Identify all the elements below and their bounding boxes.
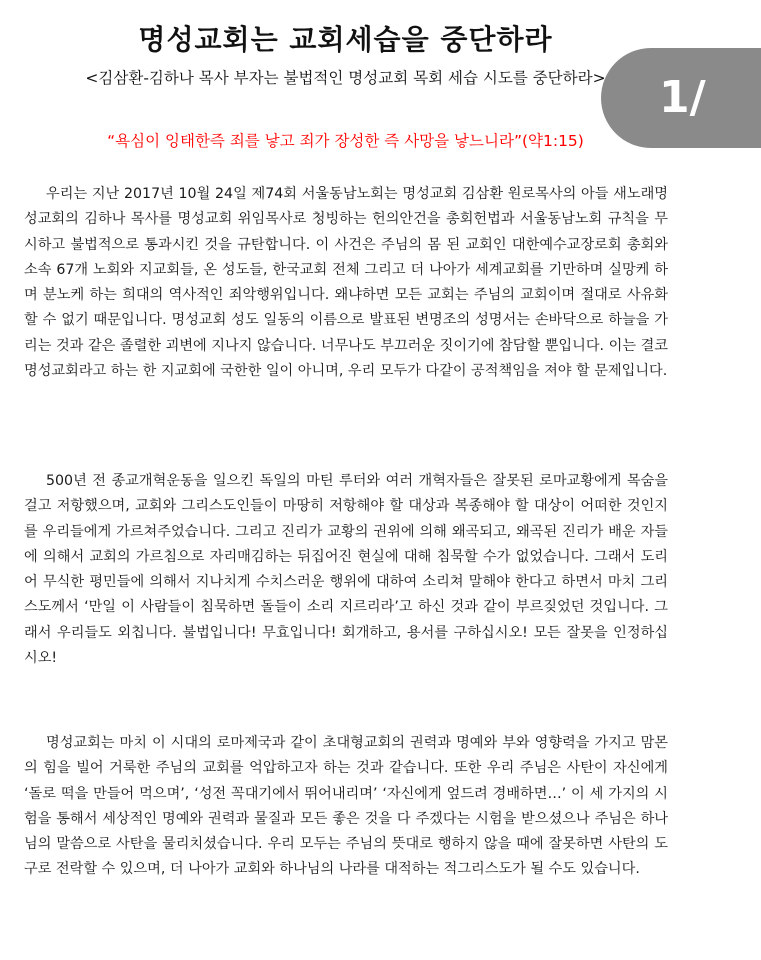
paragraph-1: 우리는 지난 2017년 10월 24일 제74회 서울동남노회는 명성교회 김삼환 원로목사의 아들 새노래명성교회의 김하나 목사를 명성교회 위임목사로 청빙하는 헌의안건을 총회헌법과 서울동남노회 규칙을 무시하고 불법적으로 통과시킨 것을 규탄합니다. 이 사건은 주님의 몸 된 교회인 대한예수교장로회 총회와 소속 67개 노회와 지교회들, 온 성도들, 한국교회 전체 그리고 더 나아가 세계교회를 기만하며 실망케 하며 분노케 하는 희대의 역사적인 죄악행위입니다. 왜냐하면 모든 교회는 주님의 교회이며 절대로 사유화 할 수 없기 때문입니다. 명성교회 성도 일동의 이름으로 발표된 변명조의 성명서는 손바닥으로 하늘을 가리는 것과 같은 졸렬한 괴변에 지나지 않습니다. 너무나도 부끄러운 짓이기에 참담할 뿐입니다. 이는 결코 명성교회라고 하는 한 지교회에 국한한 일이 아니며, 우리 모두가 다같이 공적책임을 져야 할 문제입니다. [24,186,668,380]
page-number-badge: 1/ [601,48,761,148]
page-title: 명성교회는 교회세습을 중단하라 [138,23,553,56]
paragraph-3: 명성교회는 마치 이 시대의 로마제국과 같이 초대형교회의 권력과 명예와 부와 영향력을 가지고 맘몬의 힘을 빌어 거룩한 주님의 교회를 억압하고자 하는 것과 같습니다. 또한 우리 주님은 사탄이 자신에게 ‘돌로 떡을 만들어 먹으며’, ‘성전 꼭대기에서 뛰어내리며’ ‘자신에게 엎드려 경배하면…’ 이 세 가지의 시험을 통해서 세상적인 명예와 권력과 물질과 모든 좋은 것을 다 주겠다는 시험을 받으셨으나 주님은 하나님의 말씀으로 사탄을 물리치셨습니다. 우리 모두는 주님의 뜻대로 행하지 않을 때에 잘못하면 사탄의 도구로 전락할 수 있으며, 더 나아가 교회와 하나님의 나라를 대적하는 적그리스도가 될 수도 있습니다. [24,735,668,878]
paragraph-2: 500년 전 종교개혁운동을 일으킨 독일의 마틴 루터와 여러 개혁자들은 잘못된 로마교황에게 목숨을 걸고 저항했으며, 교회와 그리스도인들이 마땅히 저항해야 할 대상과 복종해야 할 대상이 어떠한 것인지를 우리들에게 가르쳐주었습니다. 그리고 진리가 교황의 권위에 의해 왜곡되고, 왜곡된 진리가 배운 자들에 의해서 교회의 가르침으로 자리매김하는 뒤집어진 현실에 대해 침묵할 수가 없었습니다. 그래서 도리어 무식한 평민들에 의해서 지나치게 수치스러운 행위에 대하여 소리쳐 말해야 한다고 하면서 마치 그리스도께서 ‘만일 이 사람들이 침묵하면 돌들이 소리 지르리라’고 하신 것과 같이 부르짖었던 것입니다. 그래서 우리들도 외칩니다. 불법입니다! 무효입니다! 회개하고, 용서를 구하십시오! 모든 잘못을 인정하십시오! [24,473,668,667]
page-subtitle: <김삼환-김하나 목사 부자는 불법적인 명성교회 목회 세습 시도를 중단하라> [85,69,606,87]
bible-verse: “욕심이 잉태한즉 죄를 낳고 죄가 장성한 즉 사망을 낳느니라”(약1:15) [107,132,584,150]
